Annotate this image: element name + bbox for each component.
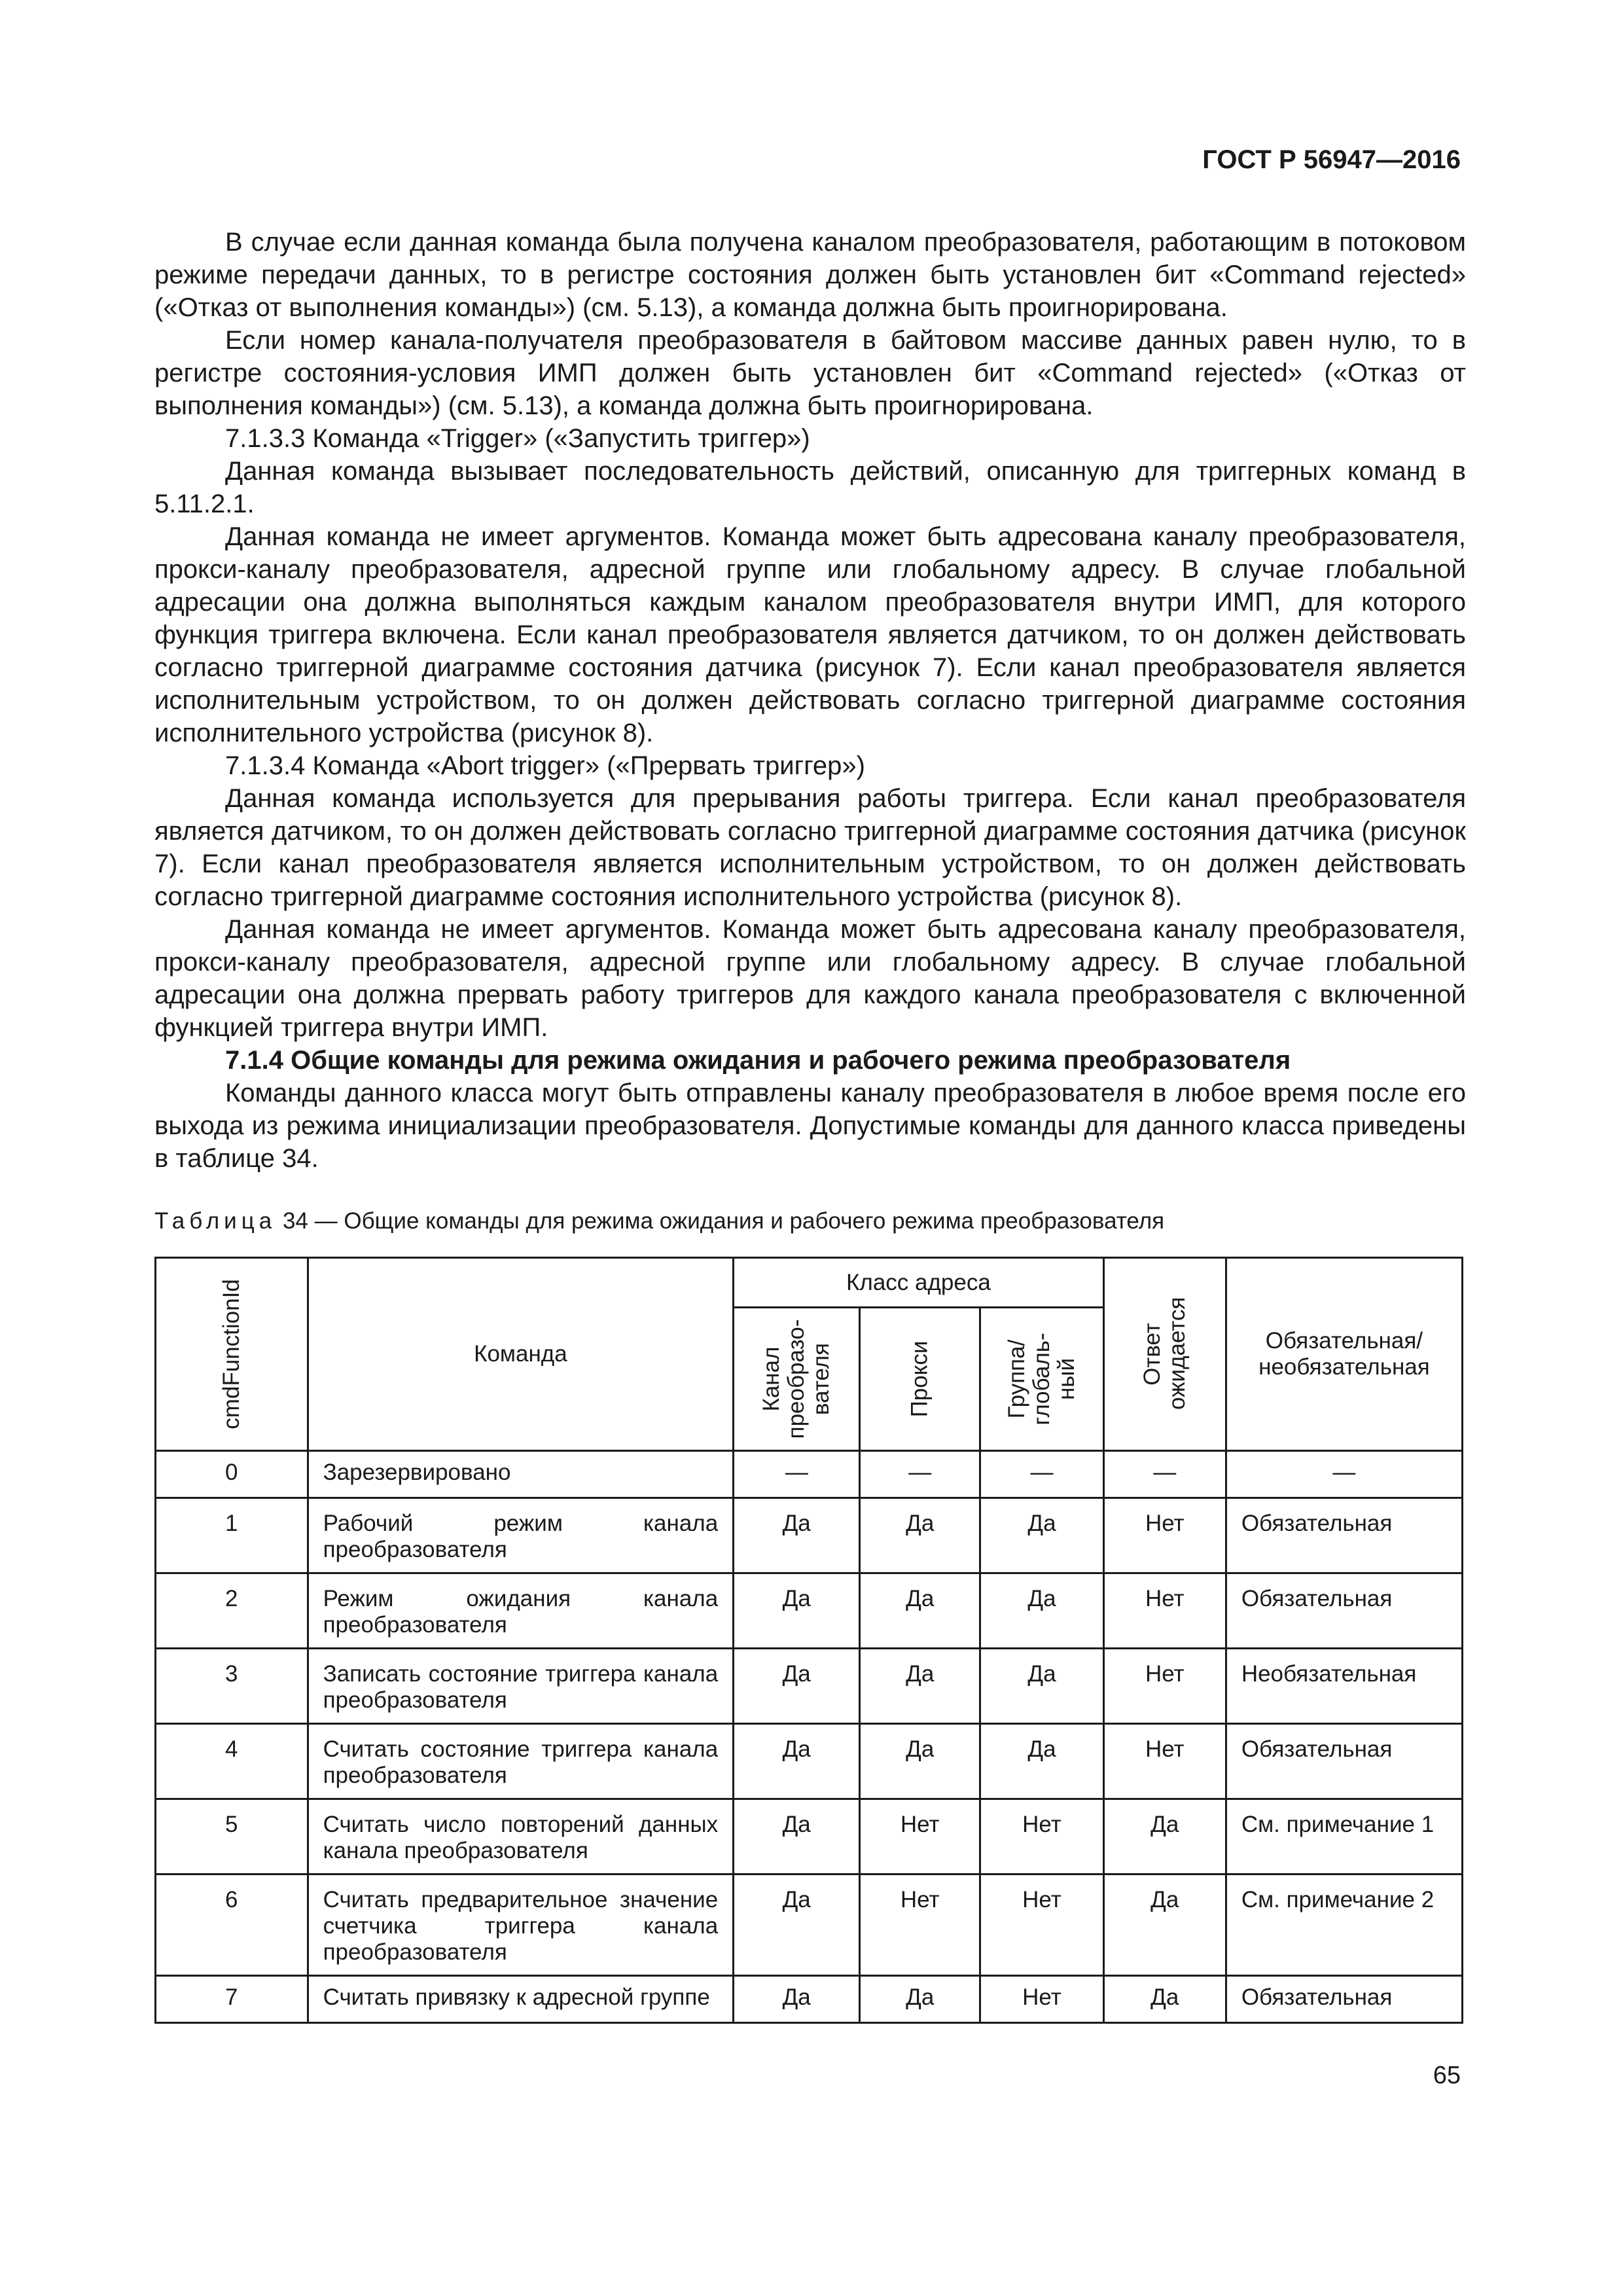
paragraph: Данная команда используется для прерывания работы триггера. Если канал преобразователя является датчиком, то он должен действовать согласно триггерной диаграмме состояния датчика (рисунок 7). Если канал преобразователя является исполнительным устройством, то он должен действовать согласно триггерной диаграмме состояния исполнительного устройства (рисунок 8). (154, 784, 1466, 911)
cell-group: Нет (980, 1799, 1103, 1874)
cell-reply: Нет (1103, 1724, 1226, 1799)
cell-proxy: Нет (860, 1874, 980, 1976)
cell-required: Обязательная (1226, 1498, 1462, 1573)
cell-reply: Да (1103, 1799, 1226, 1874)
section-heading: 7.1.4 Общие команды для режима ожидания и рабочего режима преобразователя (225, 1046, 1291, 1075)
header-proxy-text: Прокси (906, 1340, 933, 1418)
cell-command: Считать состояние триггера канала преобразователя (308, 1724, 734, 1799)
cell-id: 1 (156, 1498, 308, 1573)
table-caption-text: 34 — Общие команды для режима ожидания и рабочего режима преобразователя (282, 1208, 1165, 1234)
paragraph: Данная команда не имеет аргументов. Команда может быть адресована каналу преобразователя, прокси-каналу преобразователя, адресной группе или глобальному адресу. В случае глобальной адресации она должна выполняться каждым каналом преобразователя внутри ИМП, для которого функция триггера включена. Если канал преобразователя является датчиком, то он должен действовать согласно триггерной диаграмме состояния датчика (рисунок 7). Если канал преобразователя является исполнительным устройством, то он должен действовать согласно триггерной диаграмме состояния исполнительного устройства (рисунок 8). (154, 522, 1466, 747)
commands-table (154, 1257, 1463, 2024)
table-row (156, 1498, 1463, 1573)
document-id: ГОСТ Р 56947—2016 (1202, 145, 1461, 174)
table-row (156, 1976, 1463, 2023)
header-reply (1103, 1258, 1226, 1451)
cell-command: Режим ожидания канала преобразователя (308, 1573, 734, 1649)
header-group (980, 1308, 1103, 1451)
header-channel (734, 1308, 860, 1451)
table-row (156, 1724, 1463, 1799)
paragraph: Данная команда вызывает последовательность действий, описанную для триггерных команд в 5.11.2.1. (154, 457, 1466, 518)
cell-id: 4 (156, 1724, 308, 1799)
cell-channel: Да (734, 1573, 860, 1649)
table-row (156, 1573, 1463, 1649)
table-row (156, 1874, 1463, 1976)
cell-channel: Да (734, 1724, 860, 1799)
cell-command: Считать предварительное значение счетчика триггера канала преобразователя (308, 1874, 734, 1976)
cell-proxy: Да (860, 1573, 980, 1649)
cell-required: См. примечание 1 (1226, 1799, 1462, 1874)
cell-command: Считать число повторений данных канала преобразователя (308, 1799, 734, 1874)
cell-id: 6 (156, 1874, 308, 1976)
cell-channel: Да (734, 1498, 860, 1573)
paragraph: Данная команда не имеет аргументов. Команда может быть адресована каналу преобразователя, прокси-каналу преобразователя, адресной группе или глобальному адресу. В случае глобальной адресации она должна прервать работу триггеров для каждого канала преобразователя с включенной функцией триггера внутри ИМП. (154, 915, 1466, 1042)
cell-required: См. примечание 2 (1226, 1874, 1462, 1976)
cell-channel: Да (734, 1874, 860, 1976)
table-row (156, 1799, 1463, 1874)
cell-command: Записать состояние триггера канала преобразователя (308, 1649, 734, 1724)
header-proxy (860, 1308, 980, 1451)
table-row (156, 1649, 1463, 1724)
cell-reply: Нет (1103, 1573, 1226, 1649)
cell-command: Считать привязку к адресной группе (308, 1976, 734, 2023)
header-address-class (734, 1258, 1104, 1308)
cell-required: Обязательная (1226, 1724, 1462, 1799)
header-reply-text: Ответ ожидается (1139, 1297, 1190, 1410)
cell-required: — (1226, 1451, 1462, 1498)
header-group-text: Группа/ глобаль-ный (1003, 1333, 1079, 1426)
cell-channel: — (734, 1451, 860, 1498)
cell-command: Зарезервировано (308, 1451, 734, 1498)
header-channel-text: Канал преобразо-вателя (758, 1319, 834, 1439)
cell-group: Да (980, 1573, 1103, 1649)
cell-channel: Да (734, 1976, 860, 2023)
header-required-text: Обязательная/ необязательная (1258, 1328, 1430, 1380)
cell-proxy: Нет (860, 1799, 980, 1874)
section-heading: 7.1.3.3 Команда «Trigger» («Запустить триггер») (225, 424, 810, 453)
cell-reply: Нет (1103, 1649, 1226, 1724)
header-command (308, 1258, 734, 1451)
cell-group: Да (980, 1649, 1103, 1724)
cell-required: Обязательная (1226, 1573, 1462, 1649)
cell-group: Нет (980, 1976, 1103, 2023)
section-heading: 7.1.3.4 Команда «Abort trigger» («Прервать триггер») (225, 751, 865, 780)
cell-id: 0 (156, 1451, 308, 1498)
table-caption (154, 1208, 1164, 1234)
cell-reply: Нет (1103, 1498, 1226, 1573)
cell-id: 7 (156, 1976, 308, 2023)
paragraph: Команды данного класса могут быть отправлены каналу преобразователя в любое время после его выхода из режима инициализации преобразователя. Допустимые команды для данного класса приведены в таблице 34. (154, 1079, 1466, 1173)
cell-id: 3 (156, 1649, 308, 1724)
cell-channel: Да (734, 1799, 860, 1874)
header-function-id-text: cmdFunctionId (218, 1279, 244, 1429)
paragraph: В случае если данная команда была получена каналом преобразователя, работающим в потоковом режиме передачи данных, то в регистре состояния должен быть установлен бит «Command rejected» («Отказ от выполнения команды») (см. 5.13), а команда должна быть проигнорирована. (154, 228, 1466, 322)
cell-group: Да (980, 1724, 1103, 1799)
cell-proxy: Да (860, 1976, 980, 2023)
cell-reply: Да (1103, 1976, 1226, 2023)
cell-proxy: Да (860, 1724, 980, 1799)
page-number: 65 (1433, 2062, 1461, 2089)
header-address-class-text: Класс адреса (846, 1269, 991, 1295)
cell-proxy: Да (860, 1649, 980, 1724)
table-caption-prefix: Таблица (154, 1208, 277, 1234)
cell-proxy: Да (860, 1498, 980, 1573)
header-command-text: Команда (474, 1341, 567, 1367)
cell-reply: — (1103, 1451, 1226, 1498)
body-text (154, 226, 1466, 1175)
cell-required: Обязательная (1226, 1976, 1462, 2023)
header-required (1226, 1258, 1462, 1451)
cell-group: Нет (980, 1874, 1103, 1976)
cell-channel: Да (734, 1649, 860, 1724)
cell-group: Да (980, 1498, 1103, 1573)
cell-id: 2 (156, 1573, 308, 1649)
cell-id: 5 (156, 1799, 308, 1874)
cell-command: Рабочий режим канала преобразователя (308, 1498, 734, 1573)
cell-proxy: — (860, 1451, 980, 1498)
table-row (156, 1451, 1463, 1498)
paragraph: Если номер канала-получателя преобразователя в байтовом массиве данных равен нулю, то в регистре состояния-условия ИМП должен быть установлен бит «Command rejected» («Отказ от выполнения команды») (см. 5.13), а команда должна быть проигнорирована. (154, 326, 1466, 420)
cell-group: — (980, 1451, 1103, 1498)
header-function-id (156, 1258, 308, 1451)
cell-reply: Да (1103, 1874, 1226, 1976)
cell-required: Необязательная (1226, 1649, 1462, 1724)
